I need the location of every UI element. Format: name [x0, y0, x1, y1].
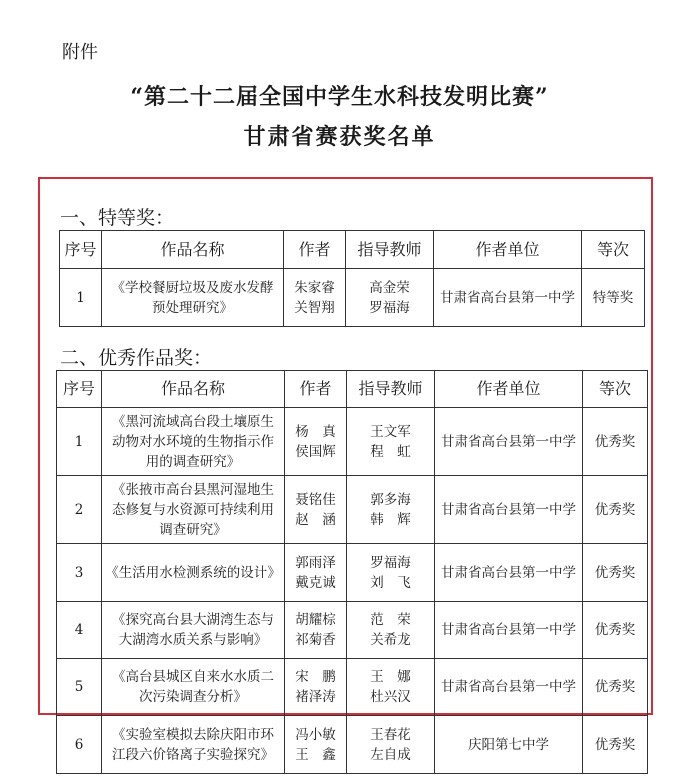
cell-level: 优秀奖: [583, 659, 648, 716]
work-line: 江段六价铬离子实验探究》: [112, 746, 274, 763]
table-row: [57, 544, 648, 602]
cell-level: 优秀奖: [583, 476, 648, 544]
cell-work: [102, 476, 285, 544]
teacher-name: 王 娜: [370, 669, 411, 685]
author-name: 杨 真: [295, 423, 336, 440]
author-name: 关智翔: [294, 299, 335, 316]
cell-teachers: [347, 602, 435, 659]
work-line: 态修复与水资源可持续利用: [112, 501, 274, 518]
section-heading-special: 一、特等奖：: [60, 207, 175, 229]
author-name: 褚泽涛: [295, 689, 336, 705]
col-level: 等次: [583, 371, 648, 408]
cell-authors: [285, 408, 347, 476]
work-line: 《张掖市高台县黑河湿地生: [112, 481, 274, 498]
cell-teachers: [347, 716, 435, 774]
cell-teachers: [347, 544, 435, 602]
cell-no: 2: [57, 476, 102, 544]
author-name: 赵 涵: [295, 511, 336, 528]
teacher-name: 关希龙: [370, 632, 411, 648]
cell-authors: [285, 716, 347, 774]
work-line: 《黑河流域高台段土壤原生: [112, 413, 274, 430]
cell-no: 5: [57, 659, 102, 716]
cell-work: [102, 602, 285, 659]
work-line: 用的调查研究》: [145, 453, 241, 470]
col-work: 作品名称: [102, 231, 284, 269]
cell-teachers: [347, 408, 435, 476]
author-name: 戴克诚: [295, 574, 336, 591]
col-teachers: 指导教师: [346, 231, 434, 269]
teacher-name: 刘 飞: [370, 574, 411, 591]
table-row: [57, 716, 648, 774]
title-line-1: “第二十二届全国中学生水科技发明比赛”: [130, 84, 549, 110]
cell-unit: 甘肃省高台县第一中学: [435, 544, 583, 602]
work-line: 《学校餐厨垃圾及废水发酵: [111, 279, 274, 296]
cell-authors: [285, 602, 347, 659]
work-line: 动物对水环境的生物指示作: [112, 433, 274, 450]
col-unit: 作者单位: [434, 231, 582, 269]
cell-unit: 甘肃省高台县第一中学: [435, 659, 583, 716]
cell-teachers: [347, 659, 435, 716]
col-authors: 作者: [285, 371, 347, 408]
teacher-name: 郭多海: [370, 491, 411, 508]
work-line: 《生活用水检测系统的设计》: [105, 564, 281, 581]
col-work: 作品名称: [102, 371, 285, 408]
table-excellent-award: [56, 370, 648, 774]
cell-authors: [285, 544, 347, 602]
teacher-name: 韩 辉: [370, 511, 411, 528]
work-line: 大湖湾水质关系与影响》: [118, 632, 268, 648]
table-header-row: [60, 231, 645, 269]
cell-unit: 甘肃省高台县第一中学: [434, 269, 582, 327]
cell-unit: 甘肃省高台县第一中学: [435, 408, 583, 476]
cell-level: 优秀奖: [583, 716, 648, 774]
author-name: 宋 鹏: [295, 669, 336, 685]
teacher-name: 王春花: [370, 726, 411, 743]
teacher-name: 杜兴汉: [370, 689, 411, 705]
teacher-name: 王文军: [370, 423, 411, 440]
cell-teachers: [346, 269, 434, 327]
cell-authors: [285, 659, 347, 716]
cell-work: [102, 269, 284, 327]
attachment-label: 附件: [62, 42, 98, 63]
cell-unit: 甘肃省高台县第一中学: [435, 602, 583, 659]
teacher-name: 罗福海: [369, 299, 410, 316]
cell-level: 优秀奖: [583, 408, 648, 476]
teacher-name: 左自成: [370, 746, 411, 763]
cell-authors: [284, 269, 346, 327]
cell-no: 4: [57, 602, 102, 659]
col-authors: 作者: [284, 231, 346, 269]
cell-authors: [285, 476, 347, 544]
cell-teachers: [347, 476, 435, 544]
col-level: 等次: [582, 231, 645, 269]
table-row: [57, 602, 648, 659]
work-line: 《实验室模拟去除庆阳市环: [112, 726, 274, 743]
author-name: 侯国辉: [295, 443, 336, 460]
teacher-name: 罗福海: [370, 554, 411, 571]
cell-no: 6: [57, 716, 102, 774]
author-name: 聂铭佳: [295, 491, 336, 508]
cell-unit: 甘肃省高台县第一中学: [435, 476, 583, 544]
author-name: 朱家睿: [294, 279, 335, 296]
col-unit: 作者单位: [435, 371, 583, 408]
cell-work: [102, 659, 285, 716]
cell-level: 优秀奖: [583, 544, 648, 602]
cell-work: [102, 544, 285, 602]
work-line: 次污染调查分析》: [139, 689, 247, 705]
table-special-award: [59, 230, 645, 327]
work-line: 《高台县城区自来水水质二: [112, 669, 274, 685]
table-header-row: [57, 371, 648, 408]
col-teachers: 指导教师: [347, 371, 435, 408]
author-name: 祁菊香: [295, 632, 336, 648]
cell-no: 1: [60, 269, 102, 327]
cell-unit: 庆阳第七中学: [435, 716, 583, 774]
cell-work: [102, 716, 285, 774]
cell-no: 1: [57, 408, 102, 476]
col-no: 序号: [60, 231, 102, 269]
author-name: 冯小敏: [295, 726, 336, 743]
work-line: 预处理研究》: [152, 299, 233, 316]
teacher-name: 高金荣: [369, 279, 410, 296]
teacher-name: 程 虹: [370, 443, 411, 460]
author-name: 王 鑫: [295, 746, 336, 763]
teacher-name: 范 荣: [370, 612, 411, 628]
cell-level: 特等奖: [582, 269, 645, 327]
table-row: [57, 408, 648, 476]
author-name: 郭雨泽: [295, 554, 336, 571]
cell-work: [102, 408, 285, 476]
table-row: [57, 476, 648, 544]
author-name: 胡耀棕: [295, 612, 336, 628]
work-line: 《探究高台县大湖湾生态与: [112, 612, 274, 628]
section-heading-excellent: 二、优秀作品奖：: [60, 347, 213, 369]
cell-no: 3: [57, 544, 102, 602]
table-row: [60, 269, 645, 327]
cell-level: 优秀奖: [583, 602, 648, 659]
title-line-2: 甘肃省赛获奖名单: [243, 124, 436, 150]
work-line: 调查研究》: [159, 521, 227, 538]
col-no: 序号: [57, 371, 102, 408]
table-row: [57, 659, 648, 716]
